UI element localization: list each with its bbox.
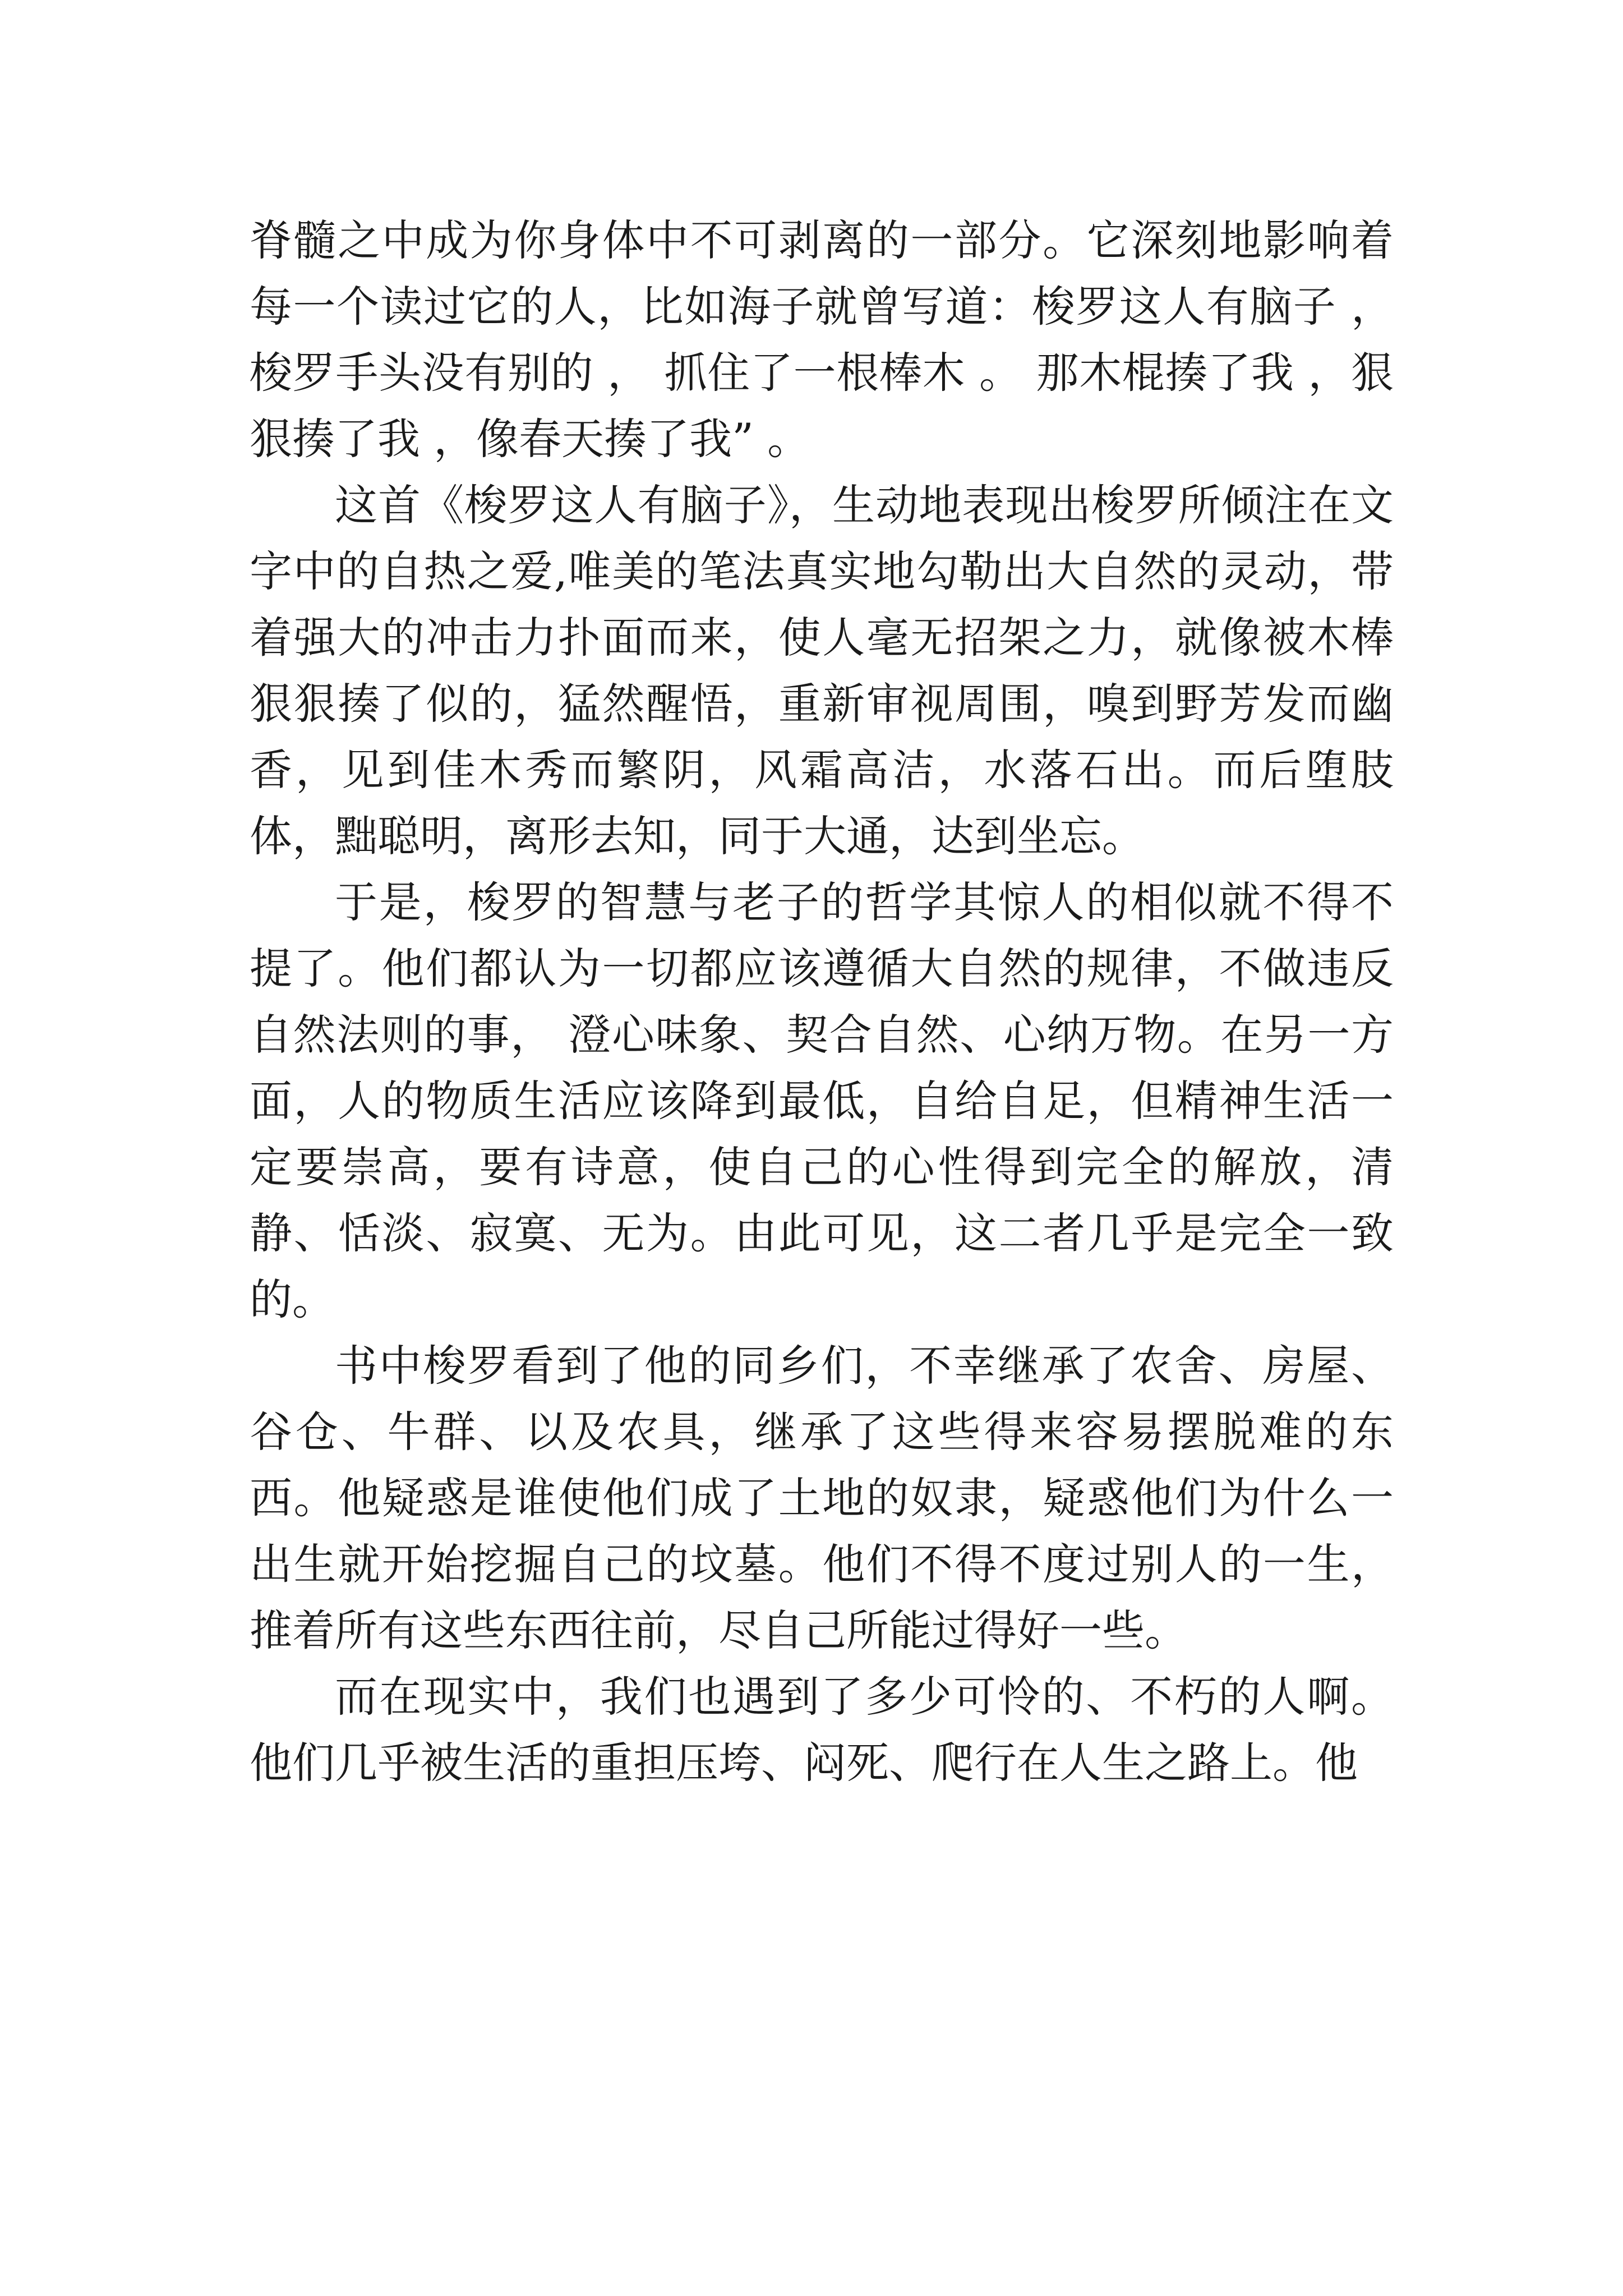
paragraph-2: 这首《梭罗这人有脑子》，生动地表现出梭罗所倾注在文字中的自热之爱,唯美的笔法真实地勾勒出大自然的灵动，带着强大的冲击力扑面而来，使人毫无招架之力，就像被木棒狠狠揍了似的，猛然醒悟，重新审视周围，嗅到野芳发而幽香，见到佳木秀而繁阴，风霜高洁，水落石出。而后堕肢体，黜聪明，离形去知，同于大通，达到坐忘。 — [250, 480, 1394, 861]
paragraph-5: 而在现实中，我们也遇到了多少可怜的、不朽的人啊。他们几乎被生活的重担压垮、闷死、爬行在人生之路上。他 — [250, 1672, 1394, 1788]
paragraph-1: 脊髓之中成为你身体中不可剥离的一部分。它深刻地影响着每一个读过它的人，比如海子就曾写道：梭罗这人有脑子 ，梭罗手头没有别的 ， 抓住了一根棒木 。 那木棍揍了我 ，狠狠揍了我 ，像春天揍了我” 。 — [250, 215, 1394, 464]
document-body — [250, 208, 1394, 1796]
paragraph-4: 书中梭罗看到了他的同乡们，不幸继承了农舍、房屋、谷仓、牛群、以及农具，继承了这些得来容易摆脱难的东西。他疑惑是谁使他们成了土地的奴隶，疑惑他们为什么一出生就开始挖掘自己的坟墓。他们不得不度过别人的一生，推着所有这些东西往前，尽自己所能过得好一些。 — [250, 1341, 1394, 1655]
paragraph-3: 于是，梭罗的智慧与老子的哲学其惊人的相似就不得不提了。他们都认为一切都应该遵循大自然的规律，不做违反自然法则的事， 澄心味象、契合自然、心纳万物。在另一方面，人的物质生活应该降到最低，自给自足，但精神生活一定要崇高，要有诗意，使自己的心性得到完全的解放，清静、恬淡、寂寞、无为。由此可见，这二者几乎是完全一致的。 — [250, 877, 1394, 1324]
